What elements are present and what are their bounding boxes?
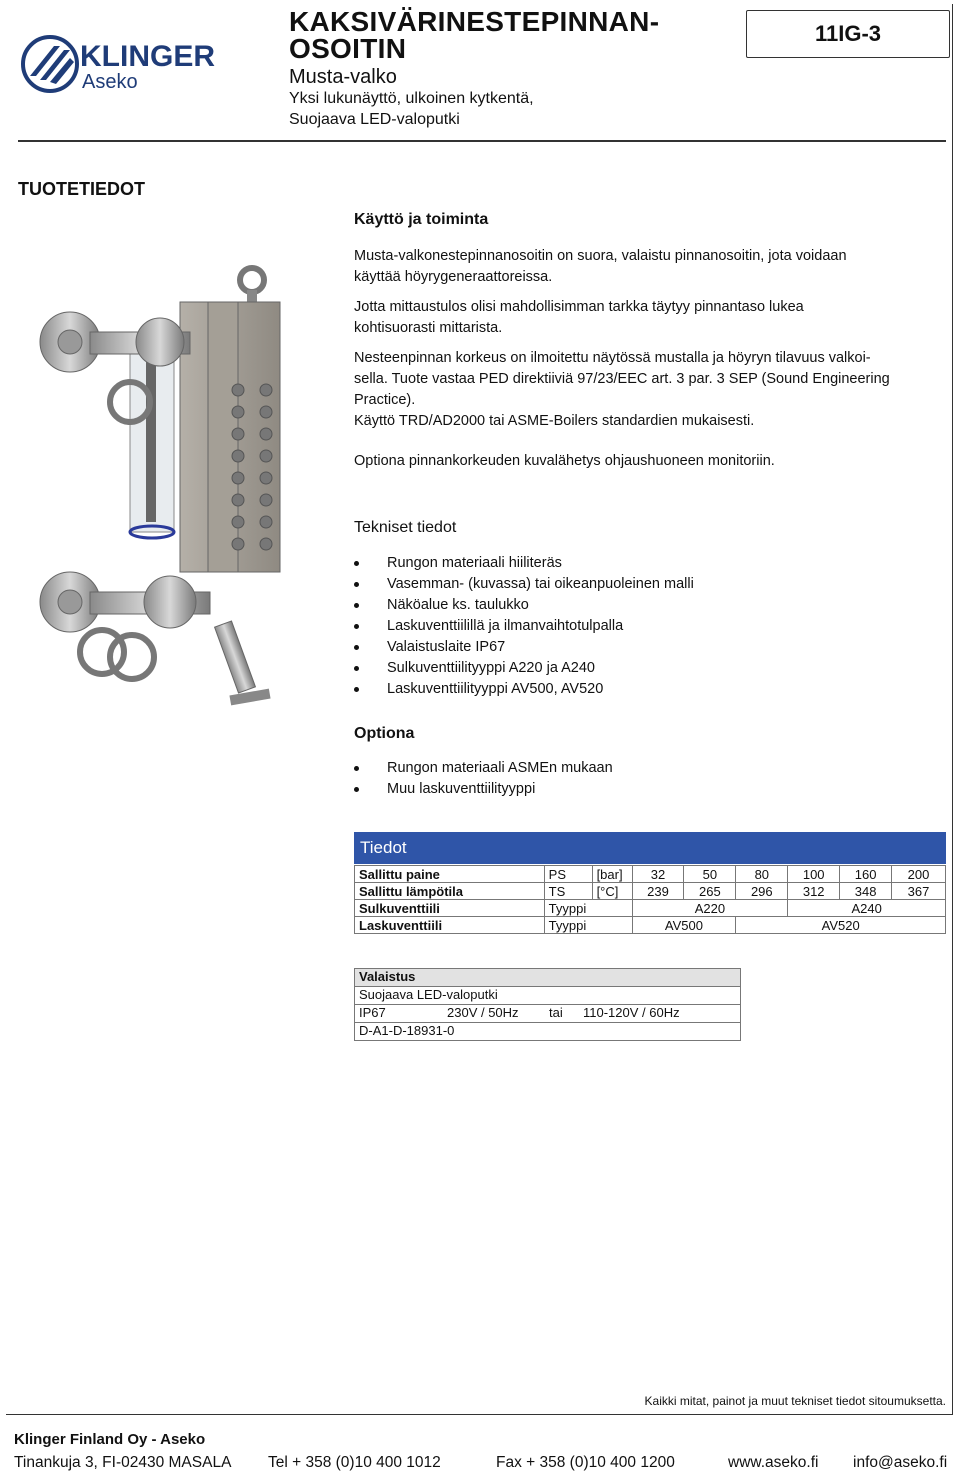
table-cell: 80 <box>736 866 788 883</box>
row-unit: [°C] <box>592 883 632 900</box>
valaistus-line: Suojaava LED-valoputki <box>355 987 740 1005</box>
klinger-logo <box>20 34 250 94</box>
company-phone: Tel + 358 (0)10 400 1012 <box>268 1454 441 1471</box>
tiedot-heading: Tiedot <box>354 832 946 864</box>
list-item: Sulkuventtiilityyppi A220 ja A240 <box>354 658 694 679</box>
row-unit: [bar] <box>592 866 632 883</box>
description-line-2: Suojaava LED-valoputki <box>289 111 460 128</box>
ip-rating: IP67 <box>359 1005 386 1020</box>
company-email[interactable]: info@aseko.fi <box>853 1454 948 1471</box>
company-website[interactable]: www.aseko.fi <box>728 1454 819 1471</box>
tech-heading: Tekniset tiedot <box>354 519 457 536</box>
voltage-1: 230V / 50Hz <box>447 1005 519 1020</box>
table-cell: 32 <box>632 866 684 883</box>
list-item: Näköalue ks. taulukko <box>354 595 694 616</box>
table-cell: 312 <box>788 883 840 900</box>
options-list <box>354 758 613 800</box>
options-heading: Optiona <box>354 725 415 742</box>
table-cell: 367 <box>892 883 946 900</box>
table-row <box>355 866 946 883</box>
table-cell: 239 <box>632 883 684 900</box>
tiedot-table <box>354 865 946 934</box>
svg-text:Aseko: Aseko <box>82 71 138 93</box>
usage-paragraph-2: Jotta mittaustulos olisi mahdollisimman tarkka täytyy pinnantaso lukea kohtisuorasti mittarista. <box>354 299 804 336</box>
list-item: Valaistuslaite IP67 <box>354 637 694 658</box>
row-symbol: TS <box>544 883 592 900</box>
list-item: Laskuventtiilityyppi AV500, AV520 <box>354 679 694 700</box>
description-line-1: Yksi lukunäyttö, ulkoinen kytkentä, <box>289 90 534 107</box>
page-title: KAKSIVÄRINESTEPINNAN- OSOITIN <box>289 6 660 64</box>
table-cell: 296 <box>736 883 788 900</box>
svg-text:KLINGER: KLINGER <box>80 40 215 73</box>
section-title: TUOTETIEDOT <box>18 179 145 199</box>
valaistus-code: D-A1-D-18931-0 <box>359 1023 455 1038</box>
klinger-logo-icon <box>20 34 250 96</box>
company-address: Tinankuja 3, FI-02430 MASALA <box>14 1454 232 1471</box>
table-cell: 100 <box>788 866 840 883</box>
company-fax: Fax + 358 (0)10 400 1200 <box>496 1454 675 1471</box>
tech-list <box>354 553 694 700</box>
valaistus-box <box>354 968 741 1041</box>
table-row <box>355 883 946 900</box>
table-cell: 265 <box>684 883 736 900</box>
usage-paragraph-4: Optiona pinnankorkeuden kuvalähetys ohjaushuoneen monitoriin. <box>354 453 775 469</box>
list-item: Muu laskuventtiilityyppi <box>354 779 613 800</box>
table-cell: A240 <box>788 900 946 917</box>
page-subtitle: Musta-valko <box>289 66 397 88</box>
row-symbol: Tyyppi <box>544 917 632 934</box>
list-item: Rungon materiaali ASMEn mukaan <box>354 758 613 779</box>
voltage-or: tai <box>549 1005 563 1020</box>
list-item: Laskuventtiilillä ja ilmanvaihtotulpalla <box>354 616 694 637</box>
list-item: Vasemman- (kuvassa) tai oikeanpuoleinen malli <box>354 574 694 595</box>
list-item: Rungon materiaali hiiliteräs <box>354 553 694 574</box>
table-row <box>355 917 946 934</box>
table-cell: AV520 <box>736 917 946 934</box>
table-cell: 200 <box>892 866 946 883</box>
table-cell: A220 <box>632 900 788 917</box>
usage-heading: Käyttö ja toiminta <box>354 211 489 228</box>
table-cell: 50 <box>684 866 736 883</box>
product-illustration <box>30 262 330 722</box>
product-code: 11IG-3 <box>746 10 950 58</box>
header-divider <box>18 140 946 142</box>
company-name: Klinger Finland Oy - Aseko <box>14 1431 206 1448</box>
row-label: Sallittu paine <box>355 866 545 883</box>
voltage-2: 110-120V / 60Hz <box>583 1005 680 1020</box>
row-label: Sulkuventtiili <box>355 900 545 917</box>
disclaimer: Kaikki mitat, painot ja muut tekniset tiedot sitoumuksetta. <box>644 1394 946 1408</box>
row-label: Laskuventtiili <box>355 917 545 934</box>
row-symbol: PS <box>544 866 592 883</box>
row-symbol: Tyyppi <box>544 900 632 917</box>
table-cell: 160 <box>840 866 892 883</box>
table-cell: AV500 <box>632 917 736 934</box>
table-row <box>355 900 946 917</box>
valaistus-heading: Valaistus <box>355 969 740 987</box>
row-label: Sallittu lämpötila <box>355 883 545 900</box>
table-cell: 348 <box>840 883 892 900</box>
level-gauge-illustration <box>30 262 330 722</box>
usage-paragraph-3: Nesteenpinnan korkeus on ilmoitettu näytössä mustalla ja höyryn tilavuus valkoi- sella. Tuote vastaa PED direktiiviä 97/23/EEC art. 3 par. 3 SEP (Sound Engineering Practice). Käyttö TRD/AD2000 tai ASME-Boilers standardien mukaisesti. <box>354 350 890 429</box>
usage-paragraph-1: Musta-valkonestepinnanosoitin on suora, valaistu pinnanosoitin, jota voidaan käyttää höyrygeneraattoreissa. <box>354 248 847 285</box>
valaistus-voltage-row <box>355 1005 740 1023</box>
